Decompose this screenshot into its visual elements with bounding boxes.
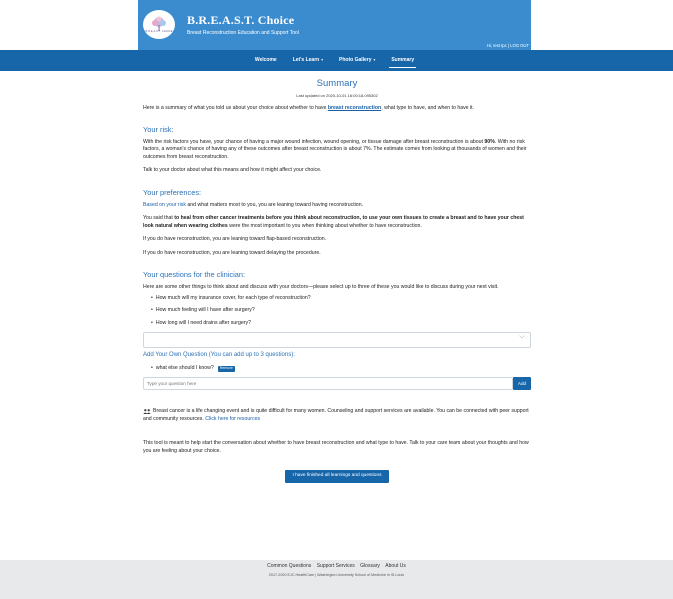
- preferences-heading: Your preferences:: [143, 187, 202, 197]
- intro-before: Here is a summary of what you told us about your choice about whether to have: [143, 104, 328, 111]
- risk-advice: Talk to your doctor about what this means and how it might affect your choice.: [143, 167, 322, 174]
- intro-text: [143, 105, 531, 113]
- preferences-important-a: You said that: [143, 215, 175, 222]
- preferences-type: If you do have reconstruction, you are leaning toward flap-based reconstruction.: [143, 236, 327, 243]
- brand-banner: [138, 0, 531, 50]
- user-greeting: Hi, test tpc: [486, 43, 507, 48]
- questions-heading: Your questions for the clinician:: [143, 270, 246, 280]
- chevron-down-icon: ﹀: [518, 337, 525, 344]
- risk-heading: Your risk:: [143, 125, 174, 135]
- nav-photo-gallery[interactable]: [331, 50, 383, 71]
- footer-links: [0, 563, 673, 570]
- support-text: [143, 408, 531, 423]
- nav-photo-gallery-label: Photo Gallery: [339, 56, 372, 63]
- logo-text: B.R.E.A.S.T. CHOICE: [145, 30, 173, 34]
- last-updated: Last updated on 2020-10-01 16:00:18.095302: [296, 92, 378, 98]
- list-item: • How long will I need drains after surgery?: [151, 320, 531, 328]
- logout-link[interactable]: LOG OUT: [510, 43, 529, 48]
- main-nav: [0, 50, 673, 71]
- footer-link-common-questions[interactable]: Common Questions: [267, 563, 312, 569]
- caret-down-icon: ▾: [321, 57, 324, 62]
- risk-text-b: . With no risk factors, a woman's chance of having any of these outcomes after breast reconstruction is about 7%. The estimate comes from looking at thousands of women and their outcomes from breast reconstruction.: [143, 138, 527, 160]
- question-select[interactable]: [143, 332, 531, 348]
- own-question-item: [143, 365, 531, 373]
- main-content: [143, 71, 531, 483]
- questions-intro: Here are some other things to think about and discuss with your doctors—please select up to three of these you would like to discuss during your next visit.: [143, 284, 499, 291]
- add-question-row: [143, 377, 531, 390]
- support-text-body: Breast cancer is a life changing event and is quite difficult for many women. Counseling and support services are available. You can be connected with peer support and community resources.: [143, 408, 529, 422]
- top-bar: [0, 0, 673, 50]
- based-on-risk-link[interactable]: Based on your risk: [143, 201, 186, 208]
- preferences-leaning: [143, 202, 531, 210]
- nav-welcome[interactable]: [247, 50, 285, 71]
- finish-button[interactable]: I have finished all learnings and questions: [285, 470, 388, 483]
- risk-percent: 90%: [484, 138, 495, 145]
- page-title: Summary: [316, 78, 358, 89]
- app-logo[interactable]: [143, 10, 175, 39]
- resources-link[interactable]: Click here for resources: [205, 415, 261, 422]
- question-input[interactable]: Type your question here: [143, 377, 513, 390]
- nav-summary[interactable]: [383, 50, 422, 71]
- preferences-leaning-rest: and what matters most to you, you are leaning toward having reconstruction.: [185, 201, 364, 208]
- app-subtitle: Breast Reconstruction Education and Support Tool: [187, 30, 299, 36]
- people-icon: [143, 409, 151, 414]
- closing-text: This tool is meant to help start the conversation about whether to have breast reconstruction and what type to have. Talk to your care team about your thoughts and how you are feeling about your choice.: [143, 440, 529, 455]
- footer-copyright: 2017-2020 EJC HealthCare | Washington University School of Medicine in St Louis: [268, 573, 405, 578]
- nav-lets-learn[interactable]: [285, 50, 331, 71]
- own-question-heading: Add Your Own Question (You can add up to 3 questions):: [143, 352, 295, 359]
- nav-welcome-label: Welcome: [254, 56, 277, 63]
- footer-link-glossary[interactable]: Glossary: [360, 563, 380, 569]
- preferences-important-b: were the most important to you when thinking about whether to have reconstruction.: [227, 222, 422, 229]
- finish-wrap: [143, 470, 531, 483]
- risk-text: [143, 139, 531, 162]
- footer-link-about-us[interactable]: About Us: [385, 563, 406, 569]
- user-menu: [487, 43, 529, 49]
- intro-after: , what type to have, and when to have it.: [381, 104, 475, 111]
- remove-button[interactable]: Remove: [219, 366, 233, 371]
- risk-text-a: With the risk factors you have, your chance of having a major wound infection, wound opening, or tissue damage after breast reconstruction is about: [143, 138, 485, 145]
- list-item: • How much feeling will I have after surgery?: [151, 307, 531, 315]
- question-list: [143, 295, 531, 328]
- nav-summary-label: Summary: [391, 56, 415, 63]
- footer: [0, 560, 673, 599]
- nav-lets-learn-label: Let's Learn: [292, 56, 320, 63]
- user-separator: |: [507, 43, 509, 48]
- nav-items: [138, 50, 531, 71]
- caret-down-icon: ▾: [373, 57, 376, 62]
- breast-reconstruction-link[interactable]: breast reconstruction: [327, 104, 382, 111]
- preferences-timing: If you do have reconstruction, you are leaning toward delaying the procedure.: [143, 249, 321, 256]
- preferences-important: [143, 215, 531, 230]
- list-item: • How much will my insurance cover, for each type of reconstruction?: [151, 295, 531, 303]
- app-title: B.R.E.A.S.T. Choice: [187, 13, 295, 27]
- add-button[interactable]: Add: [513, 377, 531, 390]
- footer-link-support-services[interactable]: Support Services: [316, 563, 355, 569]
- own-question-text: • what else should I know?: [155, 364, 214, 371]
- preferences-important-bold: to heal from other cancer treatments before you think about reconstruction, to use your own tissues to create a breast and to have your chest look natural when wearing clothes: [143, 215, 524, 229]
